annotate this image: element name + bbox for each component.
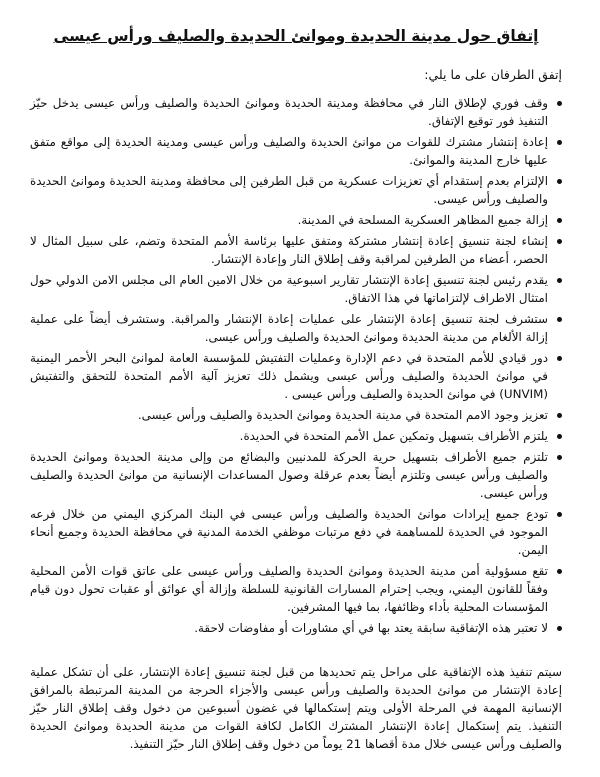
bullet-icon [557,239,562,244]
list-item [30,232,562,268]
bullet-icon [557,179,562,184]
implementation-paragraph: سيتم تنفيذ هذه الإتفاقية على مراحل يتم تحديدها من قبل لجنة تنسيق إعادة الإنتشار، على أن تشكل عملية إعادة الإنتشار من موانئ الحديدة والصليف ورأس عيسى والأجزاء الحرجة من المدينة المرتبطة بالمرافق الإنسانية المهمة في المرحلة الأولى ويتم إستكمالها في غضون أسبوعين من دخول وقف إطلاق النار حيّز التنفيذ. يتم إستكمال إعادة الإنتشار المشترك الكامل لكافة القوات من مدينة الحديدة وموانئ الحديدة والصليف ورأس عيسى خلال مدة أقصاها 21 يوماً من دخول وقف إطلاق النار حيّز التنفيذ. [30,665,562,751]
bullet-icon [557,278,562,283]
bullet-icon [557,512,562,517]
list-item-text: تعزيز وجود الامم المتحدة في مدينة الحديدة وموانئ الحديدة والصليف ورأس عيسى. [137,408,548,422]
list-item-text: تودع جميع إيرادات موانئ الحديدة والصليف ورأس عيسى في البنك المركزي اليمني من خلال فرعه الموجود في الحديدة للمساهمة في دفع مرتبات موظفي الخدمة المدنية في محافظة الحديدة وجميع أنحاء اليمن. [30,507,548,557]
list-item-text: تلتزم جميع الأطراف بتسهيل حرية الحركة للمدنيين والبضائع من وإلى مدينة الحديدة وموانئ الحديدة والصليف ورأس عيسى وتلتزم أيضاً بعدم عرقلة وصول المساعدات الإنسانية من موانئ الحديدة والصليف ورأس عيسى. [30,450,548,500]
list-item [30,310,562,346]
bullet-icon [557,218,562,223]
list-item [30,172,562,208]
list-item [30,406,562,424]
list-item-text: إعادة إنتشار مشترك للقوات من موانئ الحديدة والصليف ورأس عيسى ومدينة الحديدة إلى مواقع متفق عليها خارج المدينة والموانئ. [30,135,548,167]
list-item-text: ستشرف لجنة تنسيق إعادة الإنتشار على عمليات إعادة الإنتشار والمراقبة. وستشرف أيضاً على عملية إزالة الألغام من مدينة الحديدة وموانئ الحديدة والصليف ورأس عيسى. [30,312,548,344]
agreement-points-list [30,94,562,637]
list-item-text: إنشاء لجنة تنسيق إعادة إنتشار مشتركة ومتفق عليها برئاسة الأمم المتحدة وتضم، على سبيل المثال لا الحصر، أعضاء من الطرفين لمراقبة وقف إطلاق النار وإعادة الإنتشار. [30,234,548,266]
bullet-icon [557,317,562,322]
list-item [30,427,562,445]
list-item [30,619,562,637]
list-item [30,94,562,130]
list-item-text: يقدم رئيس لجنة تنسيق إعادة الإنتشار تقارير اسبوعية من خلال الامين العام الى مجلس الامن الدولي حول امتثال الاطراف لإلتزاماتها في هذا الاتفاق. [30,273,548,305]
bullet-icon [557,413,562,418]
document-intro: إتفق الطرفان على ما يلي: [424,67,562,82]
bullet-icon [557,434,562,439]
document-title: إتفاق حول مدينة الحديدة وموانئ الحديدة والصليف ورأس عيسى [53,27,539,45]
bullet-icon [557,569,562,574]
bullet-icon [557,356,562,361]
list-item-text: يلتزم الأطراف بتسهيل وتمكين عمل الأمم المتحدة في الحديدة. [239,429,548,443]
list-item-text: وقف فوري لإطلاق النار في محافظة ومدينة الحديدة وموانئ الحديدة والصليف ورأس عيسى يدخل حيّز التنفيذ فور توقيع الإتفاق. [30,96,548,128]
list-item-text: دور قيادي للأمم المتحدة في دعم الإدارة وعمليات التفتيش للمؤسسة العامة لموانئ البحر الأحمر اليمنية في موانئ الحديدة والصليف ورأس عيسى ويشمل ذلك تعزيز آلية الأمم المتحدة للتحقق والتفتيش (UNVIM) في موانئ الحديدة والصليف ورأس عيسى . [30,351,548,401]
list-item [30,133,562,169]
bullet-icon [557,101,562,106]
bullet-icon [557,140,562,145]
list-item [30,211,562,229]
list-item-text: الإلتزام بعدم إستقدام أي تعزيزات عسكرية من قبل الطرفين إلى محافظة ومدينة الحديدة وموانئ الحديدة والصليف ورأس عيسى. [30,174,548,206]
list-item-text: إزالة جميع المظاهر العسكرية المسلحة في المدينة. [297,213,548,227]
list-item [30,505,562,559]
bullet-icon [557,455,562,460]
list-item [30,349,562,403]
list-item-text: لا تعتبر هذه الإتفاقية سابقة يعتد بها في أي مشاورات أو مفاوضات لاحقة. [194,621,548,635]
list-item [30,562,562,616]
list-item-text: تقع مسؤولية أمن مدينة الحديدة وموانئ الحديدة والصليف ورأس عيسى على عاتق قوات الأمن المحلية وفقاً للقانون اليمني، ويجب إحترام المسارات القانونية للسلطة وإزالة أي عوائق أو عقبات تحول دون قيام المؤسسات المحلية بأداء وظائفها، بما فيها المشرفين. [30,564,548,614]
list-item [30,448,562,502]
bullet-icon [557,626,562,631]
list-item [30,271,562,307]
